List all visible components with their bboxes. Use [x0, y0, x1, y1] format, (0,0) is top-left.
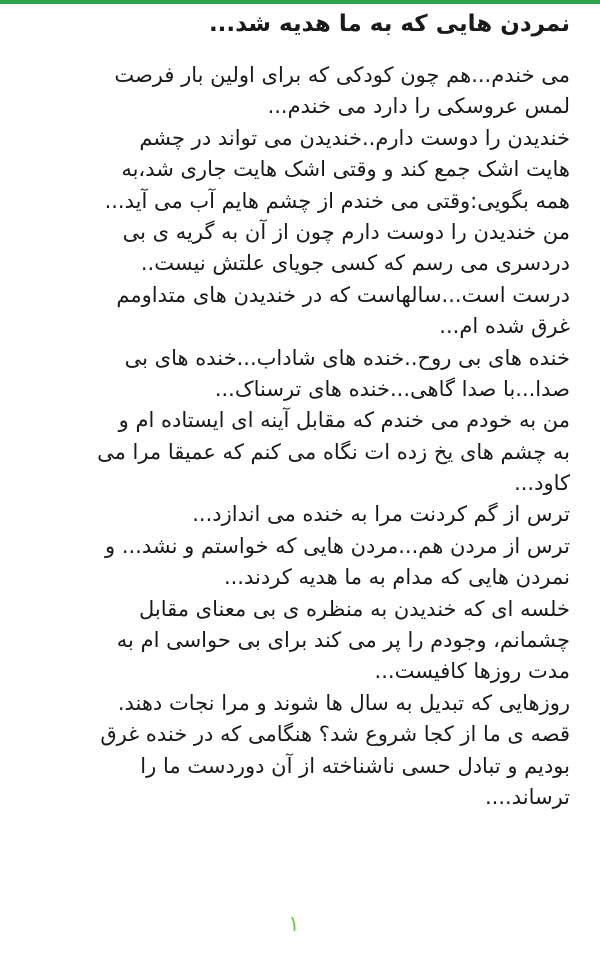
text-line: ترساند....	[485, 784, 570, 809]
poem-title: نمردن هایی که به ما هدیه شد...	[208, 11, 570, 37]
text-line: روزهایی که تبدیل به سال ها شوند و مرا نجات دهند.	[117, 690, 570, 715]
text-line: چشمانم، وجودم را پر می کند برای بی حواسی ام به	[116, 628, 570, 653]
text-line: قصه ی ما از کجا شروع شد؟ هنگامی که در خنده غرق	[100, 722, 570, 747]
page-number: ۱	[288, 912, 300, 937]
text-line: نمردن هایی که مدام به ما هدیه کردند...	[223, 565, 570, 590]
text-line: مدت روزها کافیست...	[374, 659, 570, 684]
text-line: من به خودم می خندم که مقابل آینه ای ایستاده ام و	[118, 408, 570, 433]
text-line: کاود...	[514, 471, 570, 496]
text-line: درست است...سالهاست که در خندیدن های متداومم	[116, 282, 570, 307]
text-line: ترس از مردن هم...مردن هایی که خواستم و نشد... و	[105, 533, 570, 558]
text-line: غرق شده ام...	[439, 314, 570, 339]
text-line: می خندم...هم چون کودکی که برای اولین بار فرصت	[114, 63, 570, 87]
text-line: به چشم های یخ زده ات نگاه می کنم که عمیقا مرا می	[97, 439, 570, 464]
text-line: ترس از گم کردنت مرا به خنده می اندازد...	[192, 502, 570, 527]
poem-body	[25, 60, 570, 813]
text-line: لمس عروسکی را دارد می خندم...	[267, 94, 570, 119]
text-line: صدا...با صدا گاهی...خنده های ترسناک...	[214, 376, 570, 401]
text-line: هایت اشک جمع کند و وقتی اشک هایت جاری شد،به	[121, 157, 570, 182]
text-line: بودیم و تبادل حسی ناشناخته از آن دوردست ما را	[140, 753, 570, 778]
text-line: خندیدن را دوست دارم..خندیدن می تواند در چشم	[139, 125, 570, 150]
text-line: دردسری می رسم که کسی جویای علتش نیست..	[140, 251, 570, 276]
text-line: من خندیدن را دوست دارم چون از آن به گریه ی بی	[122, 219, 570, 244]
text-line: خنده های بی روح..خنده های شاداب...خنده های بی	[124, 345, 570, 370]
top-accent-bar	[0, 0, 600, 4]
text-line: همه بگویی:وقتی می خندم از چشم هایم آب می آید...	[104, 188, 570, 213]
text-line: خلسه ای که خندیدن به منظره ی بی معنای مقابل	[138, 596, 570, 621]
